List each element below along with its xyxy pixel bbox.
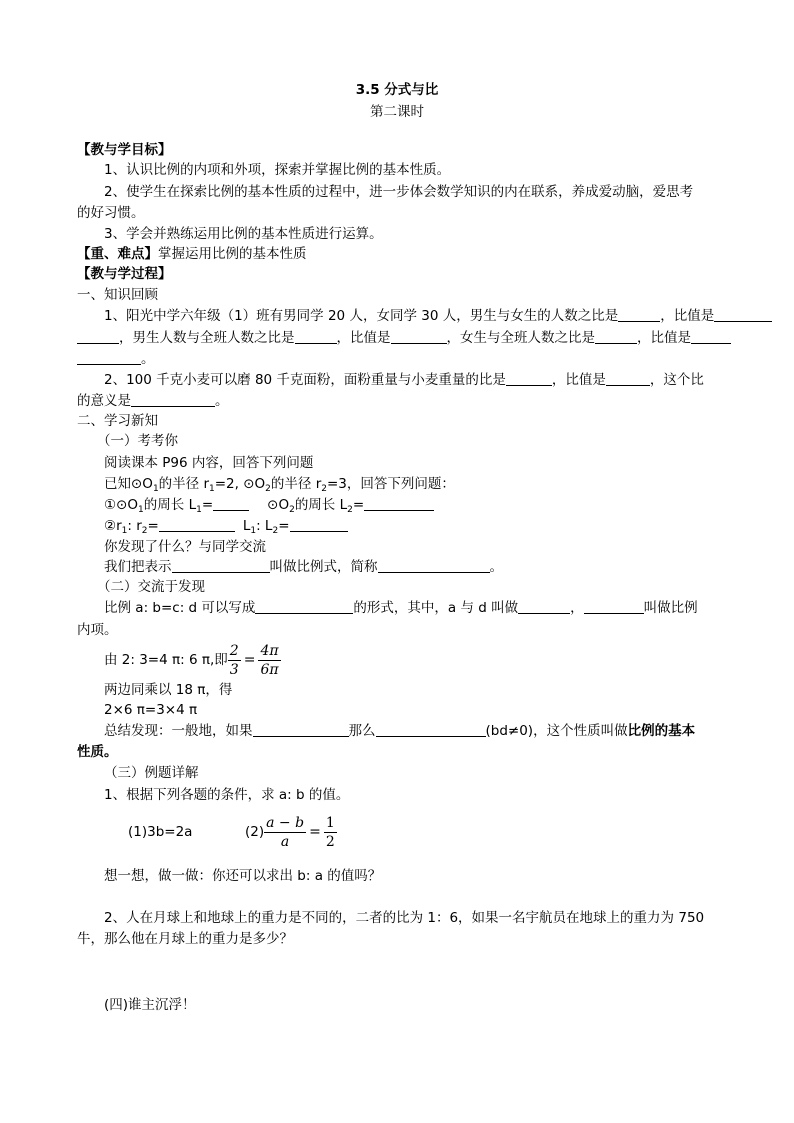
subscript: 1 (121, 526, 128, 536)
text: 的形式，其中，a 与 d 叫做 (353, 600, 519, 616)
emphasis-text: 比例的基本 (627, 723, 696, 739)
text: 的周长 L (294, 497, 348, 513)
text: ①⊙O (104, 497, 139, 513)
text: 由 2: 3=4 π: 6 π,即 (104, 652, 228, 668)
text: ⊙O (267, 497, 290, 513)
text: L (242, 518, 251, 534)
answer-blank[interactable] (391, 329, 447, 344)
text: 的半径 r (158, 476, 210, 492)
review-q1-line3 (77, 349, 155, 369)
part1-line: 阅读课本 P96 内容，回答下列问题 (104, 455, 314, 471)
answer-blank[interactable] (618, 307, 660, 322)
part2-line1 (104, 598, 698, 618)
denominator: a (280, 833, 290, 850)
part2-summary (104, 721, 695, 741)
answer-blank[interactable] (595, 329, 637, 344)
goals-heading: 【教与学目标】 (77, 142, 172, 158)
part3-line: 想一想，做一做：你还可以求出 b: a 的值吗？ (104, 868, 382, 884)
text: = (352, 497, 365, 513)
part2-line: 2×6 π=3×4 π (104, 702, 198, 718)
part1-definition (104, 557, 503, 577)
page-title: 3.5 分式与比 (355, 82, 439, 98)
answer-blank[interactable] (295, 329, 337, 344)
text: (2) (245, 824, 265, 840)
text: =3，回答下列问题： (326, 476, 455, 492)
example-2 (245, 812, 337, 852)
denominator: 2 (325, 833, 335, 850)
subscript: 2 (289, 505, 295, 515)
answer-blank[interactable] (518, 599, 570, 614)
numerator: 4π (260, 642, 279, 659)
part4-heading: (四)谁主沉浮！ (104, 997, 196, 1013)
subscript: 1 (152, 484, 159, 494)
fraction (258, 642, 280, 679)
part2-line: 性质。 (77, 744, 118, 760)
part1-line: 你发现了什么？与同学交流 (104, 539, 266, 555)
part2-fraction-line (104, 640, 281, 680)
text: 叫做比例式，简称 (269, 559, 378, 575)
answer-blank[interactable] (159, 517, 235, 532)
equals-sign: = (243, 652, 256, 668)
subscript: 2 (347, 505, 353, 515)
answer-blank[interactable] (714, 307, 772, 322)
part2-line: 两边同乘以 18 π，得 (104, 682, 233, 698)
key-point (77, 244, 307, 264)
part2-line2: 内项。 (77, 622, 118, 638)
key-heading: 【重、难点】 (77, 246, 158, 262)
text: ， (570, 600, 584, 616)
text: 。 (489, 559, 503, 575)
goal-item: 1、认识比例的内项和外项，探索并掌握比例的基本性质。 (104, 162, 451, 178)
part2-heading: （二）交流于发现 (97, 579, 205, 595)
answer-blank[interactable] (255, 599, 353, 614)
text: : r (127, 518, 142, 534)
question-text: ，比值是 (637, 330, 691, 346)
answer-blank[interactable] (131, 392, 215, 407)
question-text: 。 (141, 351, 155, 367)
text: 叫做比例 (643, 600, 698, 616)
answer-blank[interactable] (77, 350, 141, 365)
review-q2-line2 (77, 391, 229, 411)
text: = (147, 518, 159, 534)
process-heading: 【教与学过程】 (77, 266, 172, 282)
goal-item: 2、使学生在探索比例的基本性质的过程中，进一步体会数学知识的内在联系，养成爱动脑，爱思考 (104, 184, 694, 200)
text: 我们把表示 (104, 559, 172, 575)
review-q1-line2 (77, 328, 731, 348)
answer-blank[interactable] (213, 496, 249, 511)
subscript: 2 (272, 526, 279, 536)
question-text: 1、阳光中学六年级（1）班有男同学 20 人，女同学 30 人，男生与女生的人数之比是 (104, 308, 619, 324)
answer-blank[interactable] (378, 558, 490, 573)
answer-blank[interactable] (691, 329, 731, 344)
answer-blank[interactable] (584, 599, 644, 614)
text: : L (256, 518, 273, 534)
answer-blank[interactable] (364, 496, 434, 511)
question-text: ，男生人数与全班人数之比是 (119, 330, 295, 346)
goal-item: 的好习惯。 (77, 205, 145, 221)
review-heading: 一、知识回顾 (77, 287, 158, 303)
text: 总结发现：一般地，如果 (104, 723, 253, 739)
fraction (324, 814, 337, 851)
answer-blank[interactable] (77, 329, 119, 344)
text: 那么 (348, 723, 376, 739)
review-q2-line1 (104, 370, 704, 390)
part3-line: 1、根据下列各题的条件，求 a: b 的值。 (104, 787, 350, 803)
part3-line: 2、人在月球上和地球上的重力是不同的，二者的比为 1：6，如果一名宇航员在地球上的重力为 750 (104, 910, 705, 926)
question-text: 。 (215, 393, 229, 409)
text: 的半径 r (270, 476, 322, 492)
goal-item: 3、学会并熟练运用比例的基本性质进行运算。 (104, 226, 383, 242)
subscript: 2 (141, 526, 148, 536)
text: 比例 a: b=c: d 可以写成 (104, 600, 256, 616)
text: = (201, 497, 214, 513)
text: 的周长 L (143, 497, 197, 513)
subscript: 1 (138, 505, 144, 515)
subscript: 1 (209, 484, 215, 494)
question-text: 的意义是 (77, 393, 131, 409)
subscript: 1 (250, 526, 257, 536)
page-subtitle: 第二课时 (370, 104, 424, 120)
question-text: 2、100 千克小麦可以磨 80 千克面粉，面粉重量与小麦重量的比是 (104, 372, 506, 388)
answer-blank[interactable] (253, 722, 349, 737)
example-1: (1)3b=2a (128, 824, 193, 840)
subscript: 1 (196, 505, 202, 515)
learn-heading: 二、学习新知 (77, 413, 158, 429)
part3-heading: （三）例题详解 (104, 765, 199, 781)
fraction (228, 642, 241, 679)
question-text: ，比值是 (660, 308, 715, 324)
answer-blank[interactable] (606, 371, 650, 386)
question-text: ，女生与全班人数之比是 (446, 330, 595, 346)
text: = (278, 518, 290, 534)
denominator: 3 (229, 661, 239, 678)
text: (bd≠0)，这个性质叫做 (485, 723, 628, 739)
answer-blank[interactable] (172, 558, 270, 573)
question-text: ，比值是 (551, 372, 606, 388)
subscript: 2 (321, 484, 327, 494)
numerator: 2 (229, 642, 239, 659)
answer-blank[interactable] (290, 517, 348, 532)
key-text: 掌握运用比例的基本性质 (158, 246, 307, 262)
fraction (264, 814, 306, 851)
review-q1-line1 (104, 306, 772, 326)
denominator: 6π (260, 661, 279, 678)
text: 已知⊙O (104, 476, 153, 492)
question-text: ，这个比 (649, 372, 704, 388)
answer-blank[interactable] (506, 371, 552, 386)
answer-blank[interactable] (376, 722, 486, 737)
subscript: 2 (265, 484, 271, 494)
equals-sign: = (309, 824, 321, 840)
part3-line: 牛，那么他在月球上的重力是多少？ (77, 931, 293, 947)
text: ②r (104, 518, 122, 534)
numerator: 1 (325, 814, 335, 831)
question-text: ，比值是 (336, 330, 391, 346)
text: =2, ⊙O (214, 476, 266, 492)
numerator: a − b (266, 814, 305, 831)
part1-heading: （一）考考你 (97, 433, 178, 449)
